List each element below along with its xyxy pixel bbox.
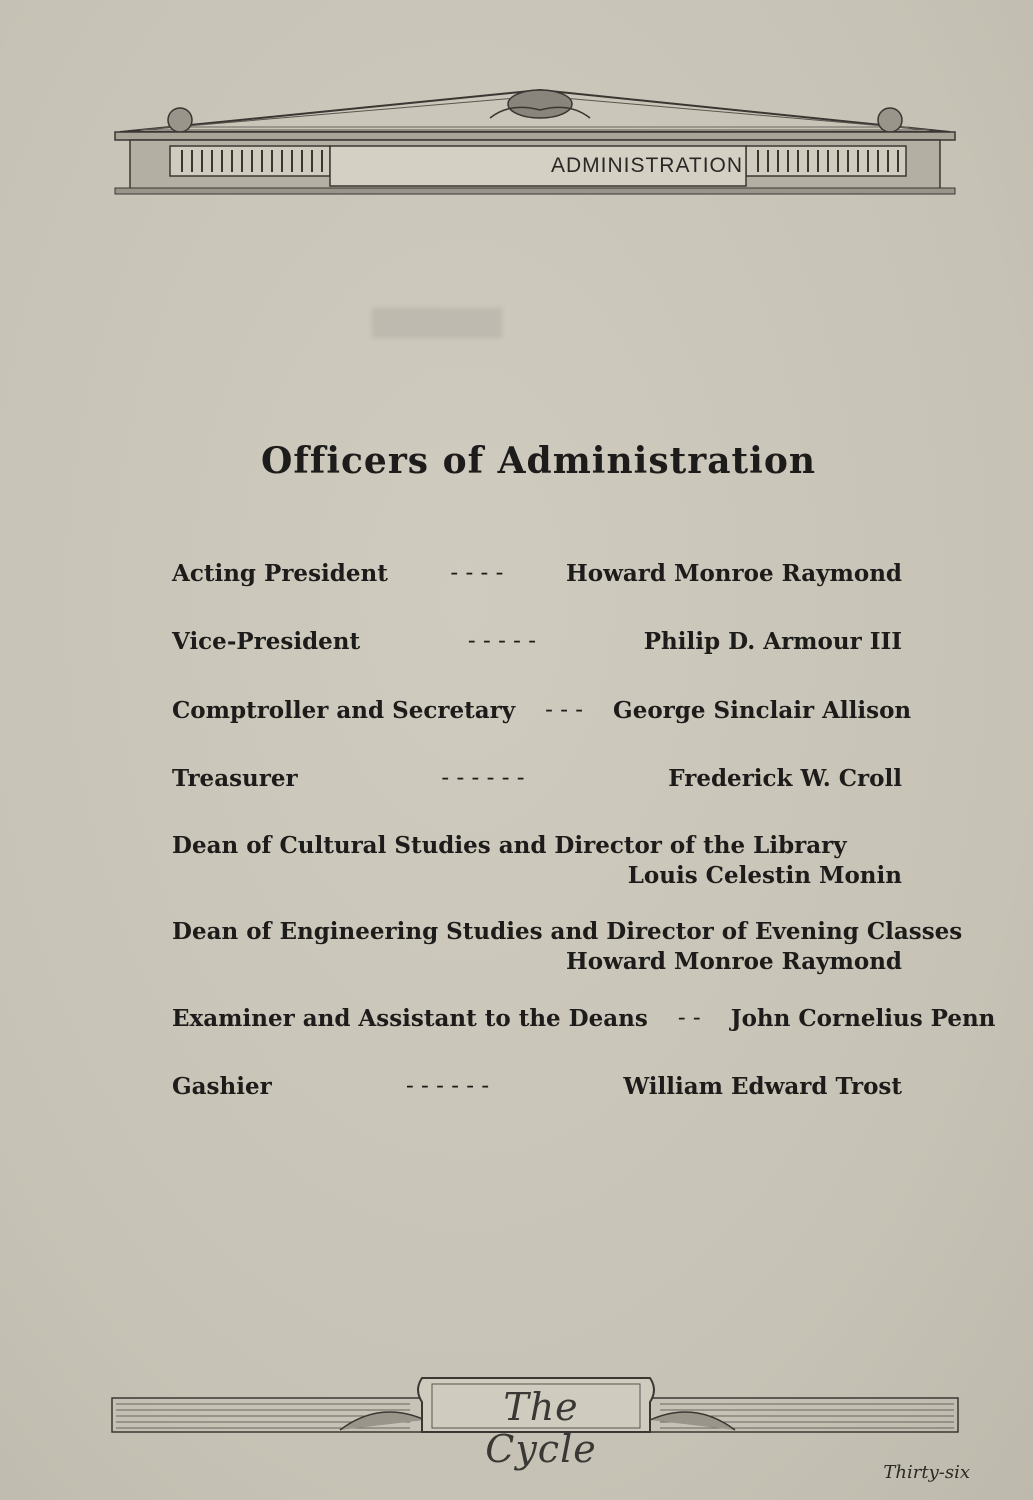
leader-dashes: - - - - - -: [441, 765, 525, 791]
leader-dashes: - -: [677, 1005, 701, 1031]
officer-row: [172, 690, 912, 730]
officer-name: John Cornelius Penn: [730, 1004, 996, 1032]
officer-name: George Sinclair Allison: [613, 696, 912, 724]
officer-name: Howard Monroe Raymond: [566, 948, 902, 975]
footer-ornament: [110, 1370, 960, 1471]
officer-row: [172, 998, 996, 1038]
header-ornament: [110, 80, 960, 200]
officer-title: Examiner and Assistant to the Deans: [172, 1004, 648, 1032]
officer-row: [172, 553, 902, 593]
officer-name: Howard Monroe Raymond: [566, 559, 902, 587]
officer-title: Dean of Engineering Studies and Director of Evening Classes: [172, 918, 963, 945]
leader-dashes: - - -: [545, 697, 584, 723]
officer-name: Louis Celestin Monin: [627, 862, 902, 889]
leader-dashes: - - - -: [450, 560, 504, 586]
leader-dashes: - - - - - -: [405, 1073, 490, 1099]
officer-title: Treasurer: [172, 764, 298, 792]
officer-row: [172, 832, 902, 902]
officer-name: Frederick W. Croll: [668, 764, 902, 792]
officer-row: [172, 918, 963, 988]
officer-title: Comptroller and Secretary: [172, 696, 516, 724]
officer-title: Vice-President: [172, 627, 361, 655]
officer-title: Acting President: [172, 559, 388, 587]
officer-title: Gashier: [172, 1072, 272, 1100]
officer-row: [172, 758, 902, 798]
page-heading: Officers of Administration: [260, 440, 817, 482]
officer-name: William Edward Trost: [623, 1072, 902, 1100]
officer-row: [172, 621, 902, 661]
faded-stamp: [372, 308, 502, 338]
publication-title: The Cycle: [485, 1385, 597, 1471]
officer-name: Philip D. Armour III: [643, 627, 902, 655]
officer-row: [172, 1066, 902, 1106]
section-title: ADMINISTRATION: [550, 154, 744, 177]
leader-dashes: - - - - -: [467, 628, 537, 654]
officer-title: Dean of Cultural Studies and Director of the Library: [172, 832, 847, 859]
page-number: Thirty-six: [883, 1462, 970, 1483]
